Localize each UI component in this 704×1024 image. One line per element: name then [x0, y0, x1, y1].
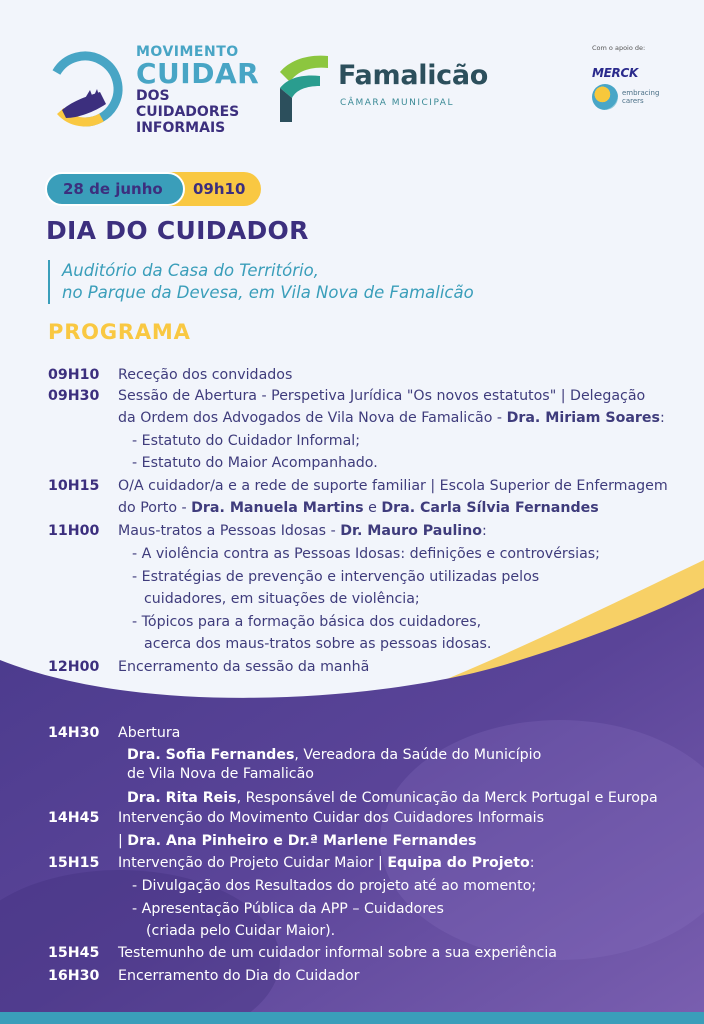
- schedule-item: Encerramento da sessão da manhã: [118, 659, 370, 675]
- bullet-item: - Tópicos para a formação básica dos cuidadores,: [132, 614, 482, 630]
- program-heading: PROGRAMA: [48, 320, 191, 344]
- speaker-name: Dra. Ana Pinheiro e Dr.ª Marlene Fernandes: [127, 833, 477, 849]
- time-label: 15H45: [48, 945, 100, 961]
- speaker-name: Dra. Sofia Fernandes: [127, 747, 295, 763]
- date-pill: [45, 172, 261, 206]
- schedule-item: Intervenção do Movimento Cuidar dos Cuidadores Informais: [118, 810, 544, 826]
- text-part: , Vereadora da Saúde do Município: [294, 747, 542, 763]
- movimento-line4: INFORMAIS: [136, 120, 226, 136]
- bottom-bar: [0, 1012, 704, 1024]
- famalicao-mark-icon: [276, 52, 332, 122]
- time-label: 14H30: [48, 725, 100, 741]
- movimento-ring-icon: [44, 48, 126, 130]
- movimento-line1: MOVIMENTO: [136, 44, 239, 60]
- time-label: 15H15: [48, 855, 100, 871]
- schedule-item-cont: de Vila Nova de Famalicão: [127, 766, 314, 782]
- text-part: , Responsável de Comunicação da Merck Portugal e Europa: [236, 790, 658, 806]
- schedule-item: Testemunho de um cuidador informal sobre a sua experiência: [118, 945, 558, 961]
- speaker-name: Dra. Miriam Soares: [506, 410, 660, 426]
- venue-line1: Auditório da Casa do Território,: [62, 261, 319, 280]
- event-venue: [48, 260, 474, 304]
- schedule-item: O/A cuidador/a e a rede de suporte familiar | Escola Superior de Enfermagem: [118, 478, 668, 494]
- speaker-name: Dr. Mauro Paulino: [340, 523, 483, 539]
- support-label: Com o apoio de:: [592, 44, 646, 52]
- time-label: 16H30: [48, 968, 100, 984]
- schedule-item-line: [118, 498, 599, 519]
- famalicao-logo: [276, 52, 516, 122]
- time-label: 11H00: [48, 523, 100, 539]
- speaker-name: Dra. Rita Reis: [127, 790, 237, 806]
- event-title: DIA DO CUIDADOR: [46, 216, 309, 245]
- venue-line2: no Parque da Devesa, em Vila Nova de Famalicão: [62, 283, 474, 302]
- embracing-carers-logo: [592, 84, 672, 114]
- text-part: da Ordem dos Advogados de Vila Nova de Famalicão -: [118, 410, 507, 426]
- merck-logo: MERCK: [592, 66, 638, 80]
- text-part: Maus-tratos a Pessoas Idosas -: [118, 523, 341, 539]
- embracing-carers-icon: [592, 84, 618, 110]
- text-part: :: [659, 410, 665, 426]
- text-part: Intervenção do Projeto Cuidar Maior |: [118, 855, 388, 871]
- schedule-item-line: [127, 745, 541, 766]
- schedule-item-line: [118, 831, 476, 852]
- schedule-item-line: [118, 408, 665, 429]
- schedule-item-line: [127, 788, 658, 809]
- schedule-item-line: [118, 853, 535, 874]
- bullet-item: - Estatuto do Maior Acompanhado.: [132, 455, 378, 471]
- text-part: |: [118, 833, 128, 849]
- time-label: 09H30: [48, 388, 100, 404]
- event-date: 28 de junho: [45, 172, 185, 206]
- schedule-item: Receção dos convidados: [118, 367, 293, 383]
- movimento-line2: CUIDAR: [136, 57, 260, 90]
- text-part: do Porto -: [118, 500, 192, 516]
- support-block: [592, 44, 672, 105]
- famalicao-name: Famalicão: [338, 60, 489, 91]
- schedule-item: Sessão de Abertura - Perspetiva Jurídica "Os novos estatutos" | Delegação: [118, 388, 646, 404]
- bullet-item: - Apresentação Pública da APP – Cuidadores: [132, 901, 444, 917]
- bullet-item-cont: acerca dos maus-tratos sobre as pessoas idosas.: [144, 636, 492, 652]
- speaker-name: Equipa do Projeto: [387, 855, 530, 871]
- time-label: 09H10: [48, 367, 100, 383]
- movimento-line3: DOS CUIDADORES: [136, 88, 240, 120]
- bullet-item: - Estratégias de prevenção e intervenção utilizadas pelos: [132, 569, 540, 585]
- text-part: e: [363, 500, 382, 516]
- schedule-item: Abertura: [118, 725, 181, 741]
- bullet-item: - A violência contra as Pessoas Idosas: definições e controvérsias;: [132, 546, 600, 562]
- time-label: 10H15: [48, 478, 100, 494]
- event-time: 09h10: [165, 172, 261, 206]
- bullet-item: - Estatuto do Cuidador Informal;: [132, 433, 360, 449]
- famalicao-subtitle: CÂMARA MUNICIPAL: [340, 98, 454, 108]
- time-label: 12H00: [48, 659, 100, 675]
- bullet-item: - Divulgação dos Resultados do projeto até ao momento;: [132, 878, 537, 894]
- movimento-cuidar-logo: [44, 44, 260, 136]
- text-part: :: [529, 855, 535, 871]
- speaker-name: Dra. Carla Sílvia Fernandes: [381, 500, 599, 516]
- time-label: 14H45: [48, 810, 100, 826]
- speaker-name: Dra. Manuela Martins: [191, 500, 364, 516]
- bullet-item-cont: (criada pelo Cuidar Maior).: [146, 923, 336, 939]
- bullet-item-cont: cuidadores, em situações de violência;: [144, 591, 420, 607]
- text-part: :: [482, 523, 487, 539]
- schedule-item-line: [118, 521, 487, 542]
- embracing-line1: embracing: [622, 89, 660, 97]
- embracing-line2: carers: [622, 97, 644, 105]
- schedule-item: Encerramento do Dia do Cuidador: [118, 968, 360, 984]
